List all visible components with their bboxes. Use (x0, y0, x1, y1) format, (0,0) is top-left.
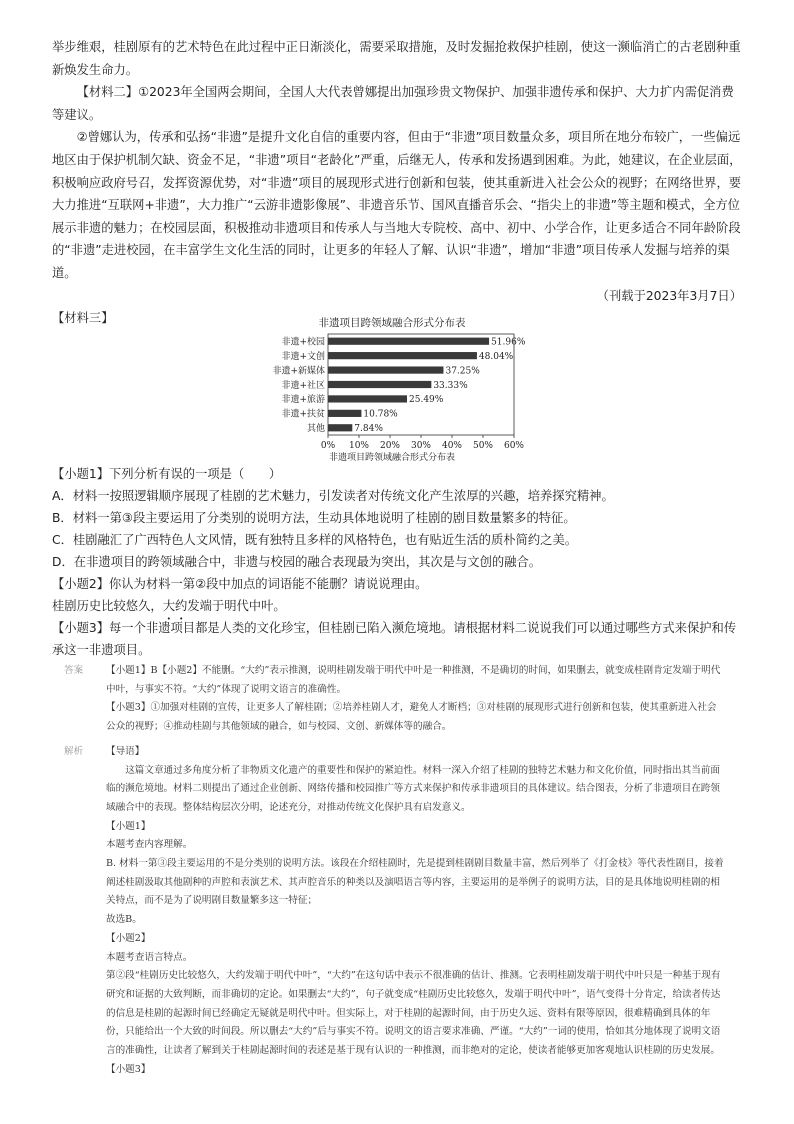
material-two-heading: 【材料二】①2023年全国两会期间，全国人大代表曾娜提出加强珍贵文物保护、加强非遗传承和保护、大力扩内需促消费等建议。 (52, 85, 734, 122)
bar (328, 381, 431, 388)
x-tick-label: 20% (379, 441, 401, 451)
reading-passage (52, 36, 742, 330)
material-three-heading: 【材料三】 (52, 311, 114, 326)
question-1: 【小题1】下列分析有误的一项是（ ） (52, 467, 282, 481)
category-label: 非遗+文创 (281, 351, 325, 362)
source-note: （刊载于2023年3月7日） (596, 288, 742, 303)
quoted-sentence: 桂剧历史比较悠久，大约发端于明代中叶。 (52, 599, 286, 613)
bar (328, 352, 477, 359)
answer-line: 【小题1】B【小题2】不能删。“大约”表示推测，说明桂剧发端于明代中叶是一种推测，不是确切的时间，如果删去，就变成桂剧肯定发端于明代中叶，与事实不符。“大约”体现了说明文语言的准确性。 (106, 665, 721, 695)
answer-section (64, 662, 754, 1079)
bar-chart (262, 312, 532, 472)
data-label: 51.96% (491, 337, 526, 348)
bar (328, 424, 352, 431)
x-tick-label: 40% (441, 441, 463, 451)
category-label: 非遗+校园 (281, 337, 325, 348)
category-label: 其他 (306, 424, 325, 435)
data-label: 10.78% (363, 409, 398, 420)
x-tick-label: 50% (472, 441, 494, 451)
option-b: B．材料一第③段主要运用了分类别的说明方法，生动具体地说明了桂剧的剧目数量繁多的特征。 (52, 511, 576, 525)
data-label: 25.49% (409, 395, 444, 406)
question-2: 【小题2】你认为材料一第②段中加点的词语能不能删？请说说理由。 (52, 577, 428, 591)
question-block (52, 463, 742, 661)
x-tick-label: 60% (503, 441, 525, 451)
x-tick-label: 10% (348, 441, 370, 451)
dotted-word-char: 大 (162, 599, 175, 613)
category-label: 非遗+社区 (281, 380, 325, 391)
data-label: 48.04% (478, 351, 514, 362)
question-3: 【小题3】每一个非遗项目都是人类的文化珍宝，但桂剧已陷入濒危境地。请根据材料二说说我们可以通过哪些方式来保护和传承这一非遗项目。 (52, 621, 737, 657)
analysis-label: 解析 (64, 745, 84, 757)
answer-line: 【小题3】①加强对桂剧的宣传，让更多人了解桂剧；②培养桂剧人才，避免人才断档；③对桂剧的展现形式进行创新和包装，使其重新进入社会公众的视野；④推动桂剧与其他领域的融合，如与校园、文创、新媒体等的融合。 (106, 702, 717, 733)
analysis-body: 【导语】 这篇文章通过多角度分析了非物质文化遗产的重要性和保护的紧迫性。材料一深入介绍了桂剧的独特艺术魅力和文化价值，同时指出其当前面临的濒危境地。材料二则提出了通过企业创新、网络传播和校园推广等方式来保护和传承非遗项目的具体建议。结合图表，分析了非遗项目在跨领域融合中的表现。整体结构层次分明，论述充分，对推动传统文化保护具有启发意义。 【小题1】 本题考查内容理解。 B. 材料一第③段主要运用的不是分类别的说明方法。该段在介绍桂剧时，先是提到桂剧剧目数量丰富，然后列举了《打金枝》等代表性剧目，接着阐述桂剧汲取其他剧种的声腔和表演艺术、其声腔音乐的种类以及演唱语言等内容，主要运用的是举例子的说明方法，目的是具体地说明桂剧的相关特点，而不是为了说明剧目数量繁多这一特征； 故选B。 【小题2】 本题考查语言特点。 第②段“桂剧历史比较悠久，大约发端于明代中叶”，“大约”在这句话中表示不很准确的估计、推测。它表明桂剧发端于明代中叶只是一种基于现有研究和证据的大致判断，而非确切的定论。如果删去“大约”，句子就变成“桂剧历史比较悠久，发端于明代中叶”，语气变得十分肯定，给读者传达的信息是桂剧的起源时间已经确定无疑就是明代中叶。但实际上，对于桂剧的起源时间，由于历史久远、资料有限等原因，很难精确到具体的年份，只能给出一个大致的时间段。所以删去“大约”后与事实不符。说明文的语言要求准确、严谨。“大约”一词的使用，恰如其分地体现了说明文语言的准确性，让读者了解到关于桂剧起源时间的表述是基于现有认识的一种推测，而非绝对的定论，使读者能够更加客观地认识桂剧的历史发展。 【小题3】 (106, 745, 724, 1075)
option-c: C．桂剧融汇了广西特色人文风情，既有独特且多样的风格特色，也有贴近生活的质朴简约之美。 (52, 533, 578, 547)
x-tick-label: 30% (410, 441, 432, 451)
chart-x-axis-label: 非遗项目跨领域融合形式分布表 (328, 453, 456, 463)
bar (328, 410, 361, 417)
category-label: 非遗+扶贫 (281, 409, 325, 420)
answer-label: 答案 (64, 665, 84, 676)
dotted-word-char: 约 (175, 599, 188, 613)
paragraph: ②曾娜认为，传承和弘扬“非遗”是提升文化自信的重要内容，但由于“非遗”项目数量众多，项目所在地分布较广，一些偏远地区由于保护机制欠缺、资金不足，“非遗”项目“老龄化”严重，后继无人，传承和发扬遇到困难。为此，她建议，在企业层面，积极响应政府号召，发挥资源优势，对“非遗”项目的展现形式进行创新和包装，使其重新进入社会公众的视野；在网络世界，要大力推进“互联网+非遗”，大力推广“云游非遗影像展”、非遗音乐节、国风直播音乐会、“指尖上的非遗”等主题和模式，全方位展示非遗的魅力；在校园层面，积极推动非遗项目和传承人与当地大专院校、高中、初中、小学合作，让更多适合不同年龄阶段的“非遗”走进校园，在丰富学生文化生活的同时，让更多的年轻人了解、认识“非遗”，增加“非遗”项目传承人发掘与培养的渠道。 (52, 130, 742, 280)
data-label: 33.33% (433, 380, 468, 391)
bar (328, 395, 407, 402)
x-tick-label: 0% (320, 441, 336, 451)
data-label: 37.25% (445, 366, 480, 377)
bar (328, 366, 443, 373)
data-label: 7.84% (354, 424, 383, 435)
chart-svg (262, 312, 532, 472)
option-a: A．材料一按照逻辑顺序展现了桂剧的艺术魅力，引发读者对传统文化产生浓厚的兴趣，培养探究精神。 (52, 489, 614, 503)
bar (328, 338, 489, 345)
paragraph: 举步维艰，桂剧原有的艺术特色在此过程中正日渐淡化，需要采取措施，及时发掘抢救保护桂剧，使这一濒临消亡的古老剧种重新焕发生命力。 (52, 40, 741, 77)
chart-title: 非遗项目跨领域融合形式分布表 (318, 317, 466, 329)
category-label: 非遗+旅游 (281, 395, 325, 406)
option-d: D．在非遗项目的跨领域融合中，非遗与校园的融合表现最为突出，其次是与文创的融合。 (52, 555, 542, 569)
category-label: 非遗+新媒体 (272, 366, 325, 377)
